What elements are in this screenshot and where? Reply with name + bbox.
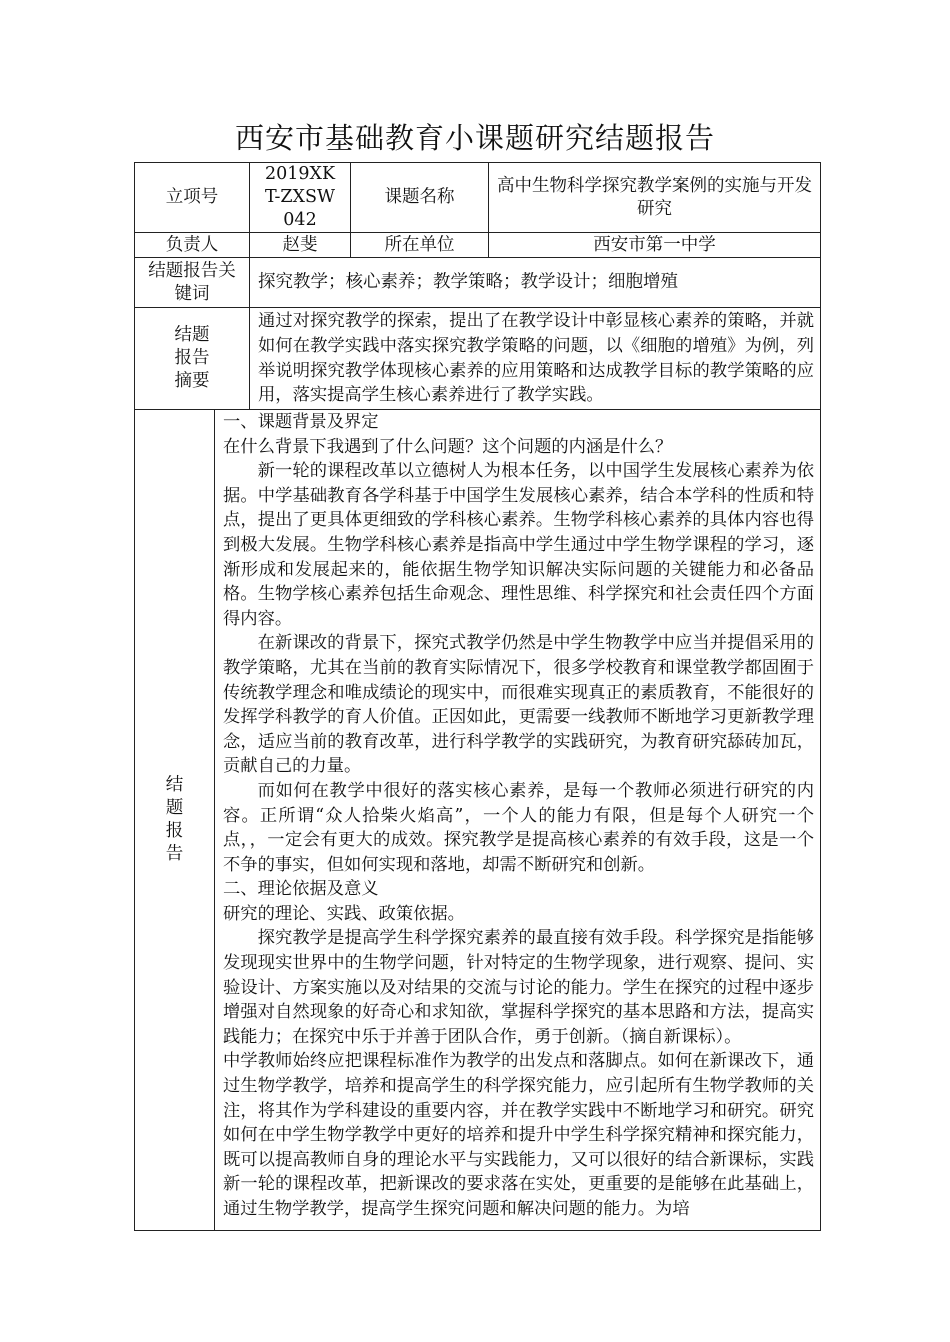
unit-value: 西安市第一中学	[489, 233, 821, 258]
body-paragraph: 而如何在教学中很好的落实核心素养，是每一个教师必须进行研究的内容。正所谓“众人拾柴火焰高”，一个人的能力有限，但是每个人研究一个点，，一定会有更大的成效。探究教学是提高核心素养的有效手段，这是一个不争的事实，但如何实现和落地，却需不断研究和创新。	[223, 780, 814, 875]
leader-label: 负责人	[135, 233, 250, 258]
keywords-label: 结题报告关键词	[135, 258, 250, 308]
report-label-char: 报	[165, 821, 184, 841]
abstract-label-line: 结题	[174, 325, 210, 345]
abstract-text	[250, 308, 821, 410]
section-question: 研究的理论、实践、政策依据。	[223, 903, 465, 924]
project-no-label: 立项号	[135, 163, 250, 233]
body-paragraph: 探究教学是提高学生科学探究素养的最直接有效手段。科学探究是指能够发现现实世界中的生物学问题，针对特定的生物学现象，进行观察、提问、实验设计、方案实施以及对结果的交流与讨论的能力。学生在探究的过程中逐步增强对自然现象的好奇心和求知欲，掌握科学探究的基本思路和方法，提高实践能力；在探究中乐于并善于团队合作，勇于创新。（摘自新课标）。	[223, 928, 814, 1047]
report-label-char: 结	[165, 775, 184, 795]
unit-label: 所在单位	[351, 233, 489, 258]
page-title: 西安市基础教育小课题研究结题报告	[234, 121, 715, 155]
abstract-label	[135, 308, 250, 410]
topic-value: 高中生物科学探究教学案例的实施与开发研究	[489, 163, 821, 233]
keywords-value: 探究教学；核心素养；教学策略；教学设计；细胞增殖	[250, 258, 821, 308]
body-paragraph: 在新课改的背景下，探究式教学仍然是中学生物教学中应当并提倡采用的教学策略，尤其在当前的教育实际情况下，很多学校教育和课堂教学都固囿于传统教学理念和唯成绩论的现实中，而很难实现真正的素质教育，不能很好的发挥学科教学的育人价值。正因如此，更需要一线教师不断地学习更新教学理念，适应当前的教育改革，进行科学教学的实践研究，为教育研究舔砖加瓦，贡献自己的力量。	[223, 633, 814, 777]
project-no-value: 2019XKT-ZXSW042	[250, 163, 351, 233]
report-label	[135, 410, 215, 1231]
report-label-char: 题	[165, 798, 184, 818]
body-paragraph: 新一轮的课程改革以立德树人为根本任务，以中国学生发展核心素养为依据。中学基础教育各学科基于中国学生发展核心素养，结合本学科的性质和特点，提出了更具体更细致的学科核心素养。生物学科核心素养的具体内容也得到极大发展。生物学科核心素养是指高中学生通过中学生物学课程的学习，逐渐形成和发展起来的，能依据生物学知识解决实际问题的关键能力和必备品格。生物学核心素养包括生命观念、理性思维、科学探究和社会责任四个方面得内容。	[223, 461, 814, 629]
section-heading: 一、课题背景及界定	[223, 412, 379, 432]
topic-label: 课题名称	[351, 163, 489, 233]
body-paragraph: 中学教师始终应把课程标准作为教学的出发点和落脚点。如何在新课改下，通过生物学教学，培养和提高学生的科学探究能力，应引起所有生物学教师的关注，将其作为学科建设的重要内容，并在教学实践中不断地学习和研究。研究如何在中学生物学教学中更好的培养和提升中学生科学探究精神和探究能力，既可以提高教师自身的理论水平与实践能力，又可以很好的结合新课标，实践新一轮的课程改革，把新课改的要求落在实处，更重要的是能够在此基础上，通过生物学教学，提高学生探究问题和解决问题的能力。为培	[223, 1051, 814, 1219]
abstract-label-line: 报告	[174, 348, 210, 368]
section-question: 在什么背景下我遇到了什么问题？这个问题的内涵是什么？	[223, 436, 673, 457]
report-body-content	[223, 410, 814, 1230]
report-form-table	[134, 162, 821, 1231]
report-label-char: 告	[165, 844, 184, 864]
abstract-label-line: 摘要	[174, 371, 210, 391]
section-heading: 二、理论依据及意义	[223, 879, 379, 900]
report-body	[215, 410, 821, 1231]
leader-value: 赵斐	[250, 233, 351, 258]
abstract-text-content: 通过对探究教学的探索，提出了在教学设计中彰显核心素养的策略，并就如何在教学实践中落实探究教学策略的问题，以《细胞的增殖》为例，列举说明探究教学体现核心素养的应用策略和达成教学目标的教学策略的应用，落实提高学生核心素养进行了教学实践。	[258, 311, 814, 406]
